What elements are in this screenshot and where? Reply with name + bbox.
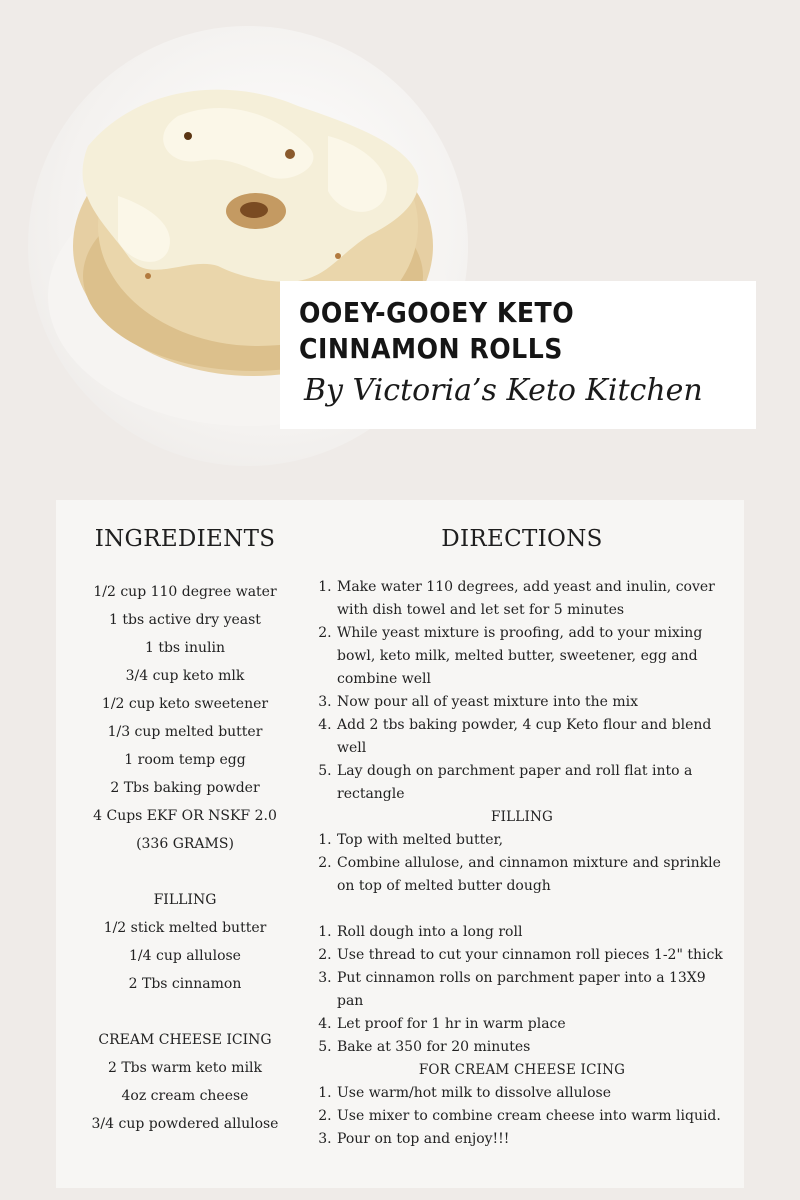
direction-step: 1. Roll dough into a long roll (336, 921, 726, 944)
direction-step: 2. Combine allulose, and cinnamon mixture and sprinkle on top of melted butter dough (336, 852, 726, 898)
rolling-steps (318, 921, 726, 1059)
recipe-title: OOEY-GOOEY KETO CINNAMON ROLLS (299, 296, 575, 365)
direction-step: 4. Let proof for 1 hr in warm place (336, 1013, 726, 1036)
directions-body (318, 576, 726, 1151)
title-card (280, 281, 756, 429)
ingredients-column (76, 526, 294, 1138)
ingredient-item: 1/2 cup keto sweetener (101, 696, 269, 712)
direction-step: 3. Pour on top and enjoy!!! (336, 1128, 726, 1151)
dough-steps (318, 576, 726, 806)
ingredient-item: 2 Tbs cinnamon (128, 976, 242, 992)
direction-step: 2. While yeast mixture is proofing, add to your mixing bowl, keto milk, melted butter, sweetener, egg and combine well (336, 622, 726, 691)
ingredient-item: 1/2 cup 110 degree water (93, 584, 277, 600)
recipe-byline: By Victoria’s Keto Kitchen (304, 373, 703, 408)
ingredient-item: 3/4 cup powdered allulose (91, 1116, 279, 1132)
ingredient-item: 1/2 stick melted butter (103, 920, 267, 936)
icing-ingredients-heading: CREAM CHEESE ICING (98, 1032, 272, 1048)
ingredient-item: 1 tbs inulin (144, 640, 226, 656)
ingredient-item: 1/4 cup allulose (129, 948, 241, 964)
recipe-card (56, 500, 744, 1188)
direction-step: 1. Top with melted butter, (336, 829, 726, 852)
ingredient-item: 1/3 cup melted butter (107, 724, 263, 740)
direction-step: 4. Add 2 tbs baking powder, 4 cup Keto flour and blend well (336, 714, 726, 760)
direction-step: 2. Use thread to cut your cinnamon roll pieces 1-2" thick (336, 944, 726, 967)
direction-step: 2. Use mixer to combine cream cheese into warm liquid. (336, 1105, 726, 1128)
ingredient-item: 2 Tbs warm keto milk (107, 1060, 263, 1076)
filling-ingredients-heading: FILLING (153, 892, 217, 908)
directions-column (318, 526, 726, 1151)
ingredient-item: (336 GRAMS) (136, 836, 234, 852)
ingredient-item: 2 Tbs baking powder (110, 780, 260, 796)
ingredient-item: 3/4 cup keto mlk (125, 668, 245, 684)
ingredient-item: 1 tbs active dry yeast (109, 612, 261, 628)
ingredient-item: 4 Cups EKF OR NSKF 2.0 (93, 808, 277, 824)
ingredients-list (76, 578, 294, 1138)
direction-step: 3. Put cinnamon rolls on parchment paper into a 13X9 pan (336, 967, 726, 1013)
direction-step: 1. Use warm/hot milk to dissolve allulose (336, 1082, 726, 1105)
direction-step: 5. Lay dough on parchment paper and roll flat into a rectangle (336, 760, 726, 806)
directions-heading: DIRECTIONS (441, 526, 603, 552)
ingredient-item: 1 room temp egg (124, 752, 246, 768)
filling-directions-heading: FILLING (491, 809, 553, 825)
direction-step: 5. Bake at 350 for 20 minutes (336, 1036, 726, 1059)
spacer (318, 898, 726, 921)
filling-steps (318, 829, 726, 898)
direction-step: 1. Make water 110 degrees, add yeast and inulin, cover with dish towel and let set for 5 minutes (336, 576, 726, 622)
icing-directions-heading: FOR CREAM CHEESE ICING (418, 1062, 626, 1078)
icing-steps (318, 1082, 726, 1151)
ingredient-item: 4oz cream cheese (121, 1088, 249, 1104)
ingredients-heading: INGREDIENTS (94, 526, 276, 552)
direction-step: 3. Now pour all of yeast mixture into the mix (336, 691, 726, 714)
